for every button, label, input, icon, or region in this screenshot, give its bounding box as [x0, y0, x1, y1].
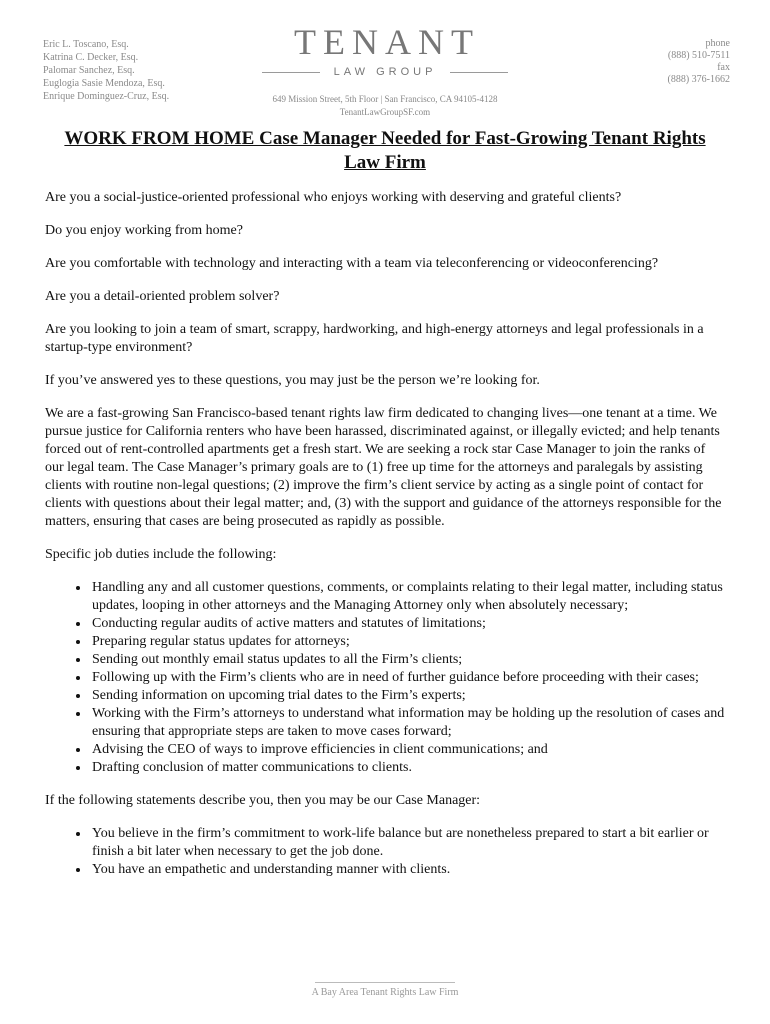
- list-item: • Drafting conclusion of matter communications to clients.: [90, 759, 725, 777]
- body-paragraph: Are you comfortable with technology and interacting with a team via teleconferencing or videoconferencing?: [45, 256, 659, 271]
- attorney-name: Enrique Dominguez-Cruz, Esq.: [43, 91, 170, 102]
- firm-address: 649 Mission Street, 5th Floor | San Francisco, CA 94105-4128: [272, 94, 498, 104]
- attorney-name: Eric L. Toscano, Esq.: [43, 39, 129, 50]
- body-paragraph: We are a fast-growing San Francisco-based tenant rights law firm dedicated to changing lives—one tenant at a time. We pursue justice for California renters who have been harassed, discriminated against, or illegally evicted; and help tenants forced out of rent-controlled apartments get a fresh start. We are seeking a rock star Case Manager to join the ranks of our legal team. The Case Manager’s primary goals are to (1) free up time for the attorneys and paralegals by assisting clients with routine non-legal questions; (2) improve the firm’s client service by acting as a single point of contact for clients with questions about their legal matter; and, (3) with the support and guidance of the attorneys responsible for the matters, ensuring that cases are being prosecuted as rapidly as possible.: [45, 406, 722, 529]
- duties-list: [45, 579, 725, 777]
- list-item: • Working with the Firm’s attorneys to understand what information may be holding up the resolution of cases and ensuring that appropriate steps are taken to move cases forward;: [90, 705, 725, 741]
- attorney-list: [43, 38, 169, 103]
- body-paragraph: Are you a detail-oriented problem solver?: [45, 289, 280, 304]
- list-item: • You believe in the firm’s commitment to work-life balance but are nonetheless prepared to start a bit earlier or finish a bit later when necessary to get the job done.: [90, 825, 725, 861]
- firm-website: TenantLawGroupSF.com: [339, 107, 431, 117]
- body-paragraph: Are you a social-justice-oriented professional who enjoys working with deserving and grateful clients?: [45, 190, 622, 205]
- attorney-name: Katrina C. Decker, Esq.: [43, 52, 139, 63]
- body-paragraph: Are you looking to join a team of smart, scrappy, hardworking, and high-energy attorneys and legal professionals in a startup-type environment?: [45, 322, 704, 355]
- list-item: • Sending out monthly email status updates to all the Firm’s clients;: [90, 651, 725, 669]
- body-paragraph: Specific job duties include the following:: [45, 547, 277, 562]
- firm-logo: [262, 22, 508, 78]
- footer-text: A Bay Area Tenant Rights Law Firm: [311, 987, 459, 998]
- body-paragraph: Do you enjoy working from home?: [45, 223, 243, 238]
- list-item: • Preparing regular status updates for attorneys;: [90, 633, 725, 651]
- list-item: • You have an empathetic and understanding manner with clients.: [90, 861, 725, 879]
- fax-number: (888) 376-1662: [667, 74, 730, 85]
- document-body: [45, 189, 725, 894]
- logo-subtitle: LAW GROUP: [333, 66, 437, 78]
- logo-wordmark: TENANT: [294, 22, 480, 62]
- body-paragraph: If the following statements describe you, then you may be our Case Manager:: [45, 793, 481, 808]
- list-item: • Conducting regular audits of active matters and statutes of limitations;: [90, 615, 725, 633]
- attorney-name: Palomar Sanchez, Esq.: [43, 65, 135, 76]
- fax-label: fax: [717, 62, 730, 73]
- list-item: • Handling any and all customer questions, comments, or complaints relating to their legal matter, including status updates, looping in other attorneys and the Managing Attorney only when absolutely necessary;: [90, 579, 725, 615]
- attorney-name: Euglogia Sasie Mendoza, Esq.: [43, 78, 165, 89]
- phone-number: (888) 510-7511: [667, 50, 730, 61]
- firm-address-block: [262, 93, 508, 119]
- contact-block: [668, 38, 731, 86]
- logo-subtitle-row: [262, 66, 508, 78]
- list-item: • Advising the CEO of ways to improve efficiencies in client communications; and: [90, 741, 725, 759]
- page-footer: [0, 982, 770, 998]
- list-item: • Following up with the Firm’s clients who are in need of further guidance before proceeding with their cases;: [90, 669, 725, 687]
- document-title: WORK FROM HOME Case Manager Needed for Fast-Growing Tenant Rights Law Firm: [64, 128, 706, 173]
- footer-rule: [315, 982, 455, 983]
- body-paragraph: If you’ve answered yes to these questions, you may just be the person we’re looking for.: [45, 373, 540, 388]
- statements-list: [45, 825, 725, 879]
- list-item: • Sending information on upcoming trial dates to the Firm’s experts;: [90, 687, 725, 705]
- logo-rule-right: [450, 72, 508, 73]
- logo-rule-left: [262, 72, 320, 73]
- phone-label: phone: [705, 38, 730, 49]
